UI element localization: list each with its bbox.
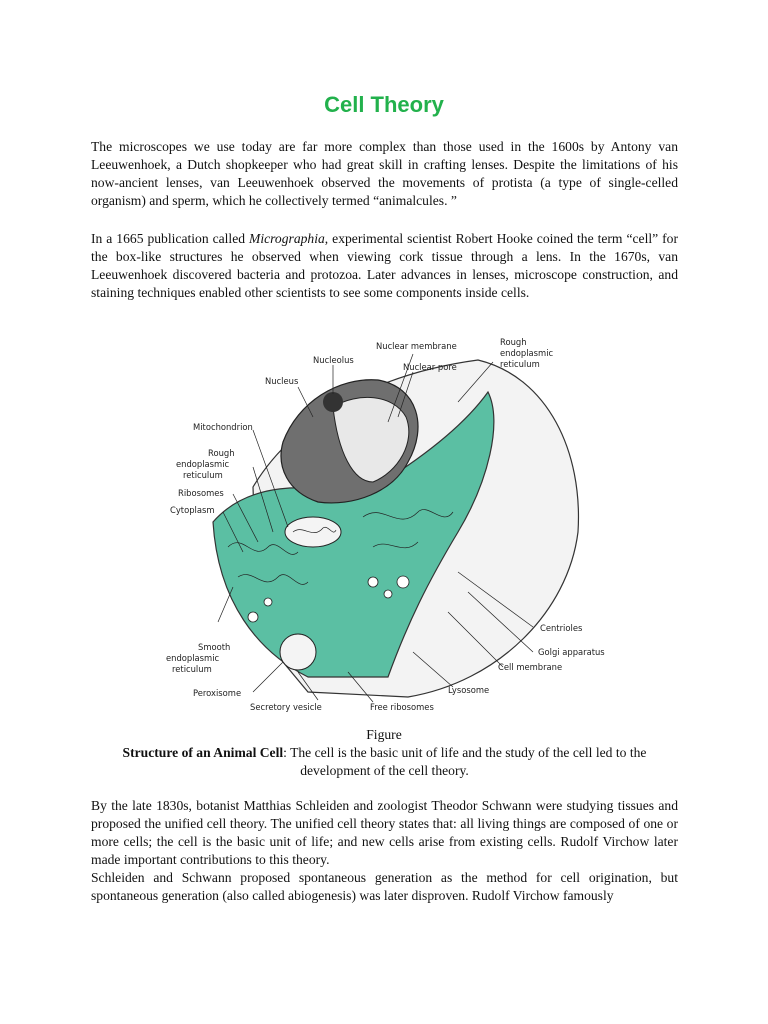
label-rough-er-left-3: reticulum — [183, 470, 223, 480]
label-nuclear-pore: Nuclear pore — [403, 362, 457, 372]
label-ribosomes: Ribosomes — [178, 488, 224, 498]
page-title: Cell Theory — [324, 92, 444, 117]
label-nucleus: Nucleus — [265, 376, 299, 386]
label-rough-er-top-2: endoplasmic — [500, 348, 554, 358]
label-golgi-apparatus: Golgi apparatus — [538, 647, 605, 657]
paragraph-spontaneous-generation: Schleiden and Schwann proposed spontaneous generation as the method for cell origination, but spontaneous generation (also called abiogenesis) was later disproven. Rudolf Virchow famously — [91, 870, 678, 903]
label-cell-membrane: Cell membrane — [498, 662, 563, 672]
animal-cell-figure — [158, 332, 605, 722]
label-smooth-er-1: Smooth — [198, 642, 231, 652]
micrographia-title: Micrographia — [249, 231, 325, 246]
label-smooth-er-3: reticulum — [172, 664, 212, 674]
figure-caption-title: Structure of an Animal Cell — [122, 745, 284, 760]
label-cytoplasm: Cytoplasm — [170, 505, 215, 515]
label-nucleolus: Nucleolus — [313, 355, 354, 365]
paragraph-hooke — [91, 230, 678, 302]
label-secretory-vesicle: Secretory vesicle — [250, 702, 322, 712]
secretory-vesicle-shape — [280, 634, 316, 670]
paragraph-hooke-end: , experimental scientist Robert Hooke coined the term “cell” for the box-like structures he observed when viewing cork tissue through a lens. In the 1670s, van Leeuwenhoek discovered bacteria and protozoa. Later advances in lenses, microscope construction, and staining techniques enabled other scientists to see some components inside cells. — [91, 231, 678, 300]
animal-cell-diagram — [158, 332, 605, 722]
label-nuclear-membrane: Nuclear membrane — [376, 341, 457, 351]
label-rough-er-top-3: reticulum — [500, 359, 540, 369]
figure-label: Figure — [366, 727, 402, 742]
label-rough-er-top-1: Rough — [500, 337, 527, 347]
label-free-ribosomes: Free ribosomes — [370, 702, 434, 712]
label-peroxisome: Peroxisome — [193, 688, 242, 698]
label-lysosome: Lysosome — [448, 685, 490, 695]
figure-caption-text: : The cell is the basic unit of life and the study of the cell led to the development of the cell theory. — [283, 745, 647, 778]
figure-caption — [91, 744, 678, 780]
label-smooth-er-2: endoplasmic — [166, 653, 220, 663]
nucleolus-shape — [323, 392, 343, 412]
label-rough-er-left-2: endoplasmic — [176, 459, 230, 469]
paragraph-unified-theory: By the late 1830s, botanist Matthias Schleiden and zoologist Theodor Schwann were studying tissues and proposed the unified cell theory. The unified cell theory states that: all living things are composed of one or more cells; the cell is the basic unit of life; and new cells arise from existing cells. Rudolf Virchow later made important contributions to this theory. — [91, 798, 678, 867]
label-centrioles: Centrioles — [540, 623, 583, 633]
paragraph-intro: The microscopes we use today are far more complex than those used in the 1600s by Antony van Leeuwenhoek, a Dutch shopkeeper who had great skill in crafting lenses. Despite the limitations of his now-ancient lenses, van Leeuwenhoek observed the movements of protista (a type of single-celled organism) and sperm, which he collectively termed “animalcules. ” — [91, 139, 678, 208]
paragraph-hooke-start: In a 1665 publication called — [91, 231, 250, 246]
label-mitochondrion: Mitochondrion — [193, 422, 253, 432]
label-rough-er-left-1: Rough — [208, 448, 235, 458]
